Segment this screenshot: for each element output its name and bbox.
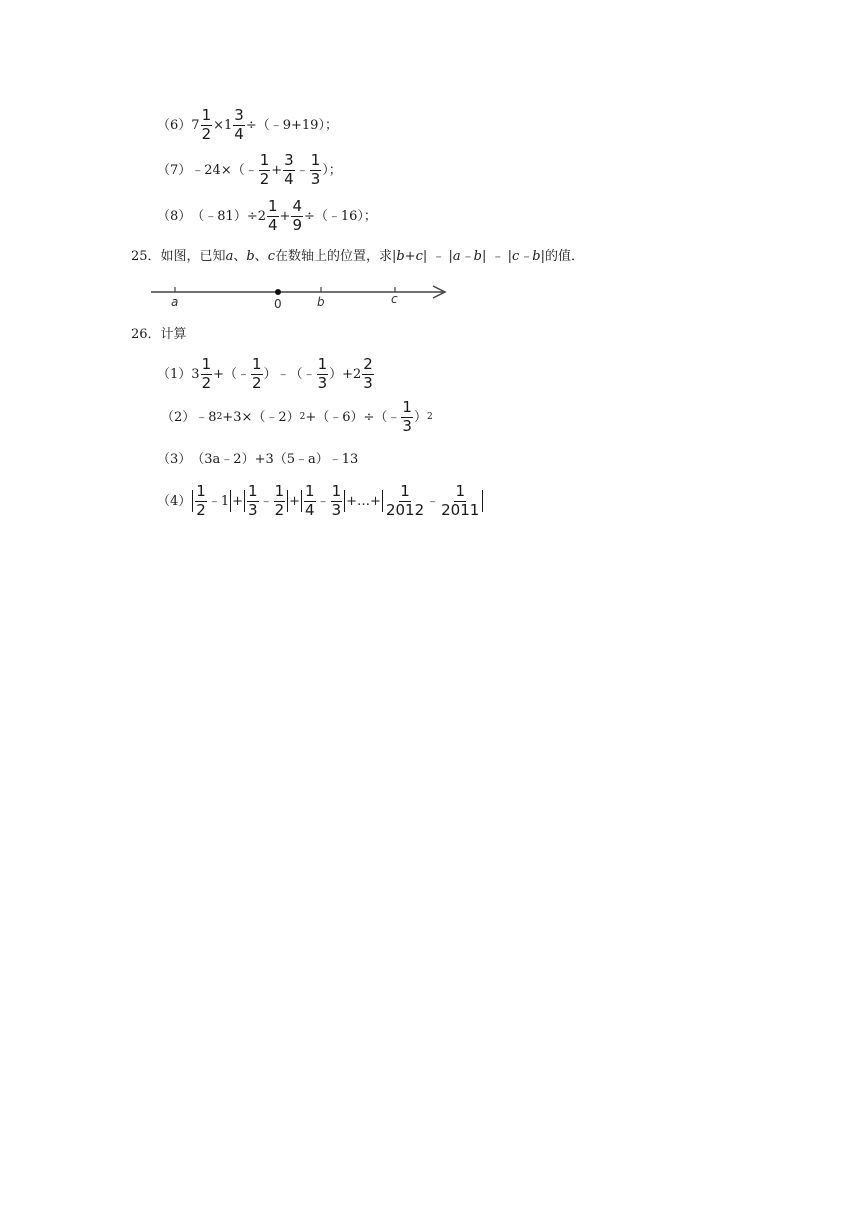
fraction: $\frac{3}{4}$ (284, 151, 294, 188)
problem-label: （4） (157, 493, 192, 509)
abs-bar (287, 490, 288, 512)
operator: ﹣ (316, 493, 330, 509)
operator: × (213, 117, 225, 133)
var-c: c (267, 249, 275, 264)
abs-bar (230, 490, 231, 512)
fraction: $\frac{3}{4}$ (234, 106, 244, 143)
problem-26-2 (161, 400, 433, 435)
problem-label: （7） (157, 162, 192, 178)
fraction: $\frac{1}{3}$ (402, 398, 412, 435)
label-c: c (391, 292, 398, 306)
fraction: $\frac{2}{3}$ (363, 355, 373, 392)
label-b: b (317, 295, 325, 309)
whole-number: 1 (224, 117, 233, 133)
separator: 、 (254, 249, 268, 264)
abs-bar (192, 490, 193, 512)
operator: ﹣ (259, 493, 273, 509)
abs-bar (244, 490, 245, 512)
abs-bar (482, 490, 483, 512)
operator: + (279, 208, 291, 224)
var-a: a (225, 249, 234, 264)
expression-text: （﹣81）÷2 (191, 208, 266, 224)
operator: + (232, 493, 244, 509)
problem-label: （3） (157, 452, 192, 467)
operator: ﹣ (426, 493, 440, 509)
exponent: 2 (299, 411, 306, 422)
fraction: $\frac{1}{2}$ (274, 482, 285, 519)
abs-bar (382, 490, 383, 512)
expression-text: ÷（﹣16）； (304, 208, 377, 224)
fraction: $\frac{1}{2012}$ (385, 482, 425, 519)
fraction: $\frac{1}{3}$ (248, 482, 258, 519)
fraction: $\frac{4}{9}$ (292, 197, 302, 234)
fraction: $\frac{1}{2}$ (196, 482, 206, 519)
whole-number: 7 (191, 117, 200, 133)
fraction: $\frac{1}{3}$ (331, 482, 342, 519)
expression-text: ）； (322, 162, 342, 178)
fraction: $\frac{1}{2}$ (201, 106, 212, 143)
expression-text: ﹣1 (207, 493, 230, 509)
label-a: a (171, 295, 179, 309)
problem-26-1 (157, 357, 375, 392)
fraction: $\frac{1}{2011}$ (441, 482, 480, 519)
problem-7 (157, 153, 342, 188)
origin-point (275, 289, 281, 295)
separator: 、 (233, 249, 247, 264)
question-title: 计算 (160, 327, 187, 342)
whole-number: 3 (191, 366, 200, 382)
expression-text: ）﹣（﹣ (263, 366, 316, 382)
expression-text: ﹣24×（﹣ (191, 162, 258, 178)
ellipsis: +…+ (346, 493, 381, 509)
operator: ﹣ (295, 162, 309, 178)
problem-label: （1） (157, 366, 192, 382)
fraction: $\frac{1}{3}$ (317, 355, 328, 392)
fraction: $\frac{1}{4}$ (305, 482, 315, 519)
fraction: $\frac{1}{2}$ (252, 355, 262, 392)
problem-label: （6） (157, 117, 192, 133)
abs-bar (301, 490, 302, 512)
problem-8 (157, 199, 377, 234)
expression-text: +（﹣6）÷（﹣ (305, 409, 401, 425)
exponent: 2 (426, 411, 433, 422)
expression-text: ）+2 (329, 366, 362, 382)
problem-6 (157, 108, 338, 143)
question-text: 在数轴上的位置，求| (274, 249, 397, 264)
absolute-value-expression: b+c| ﹣ |a﹣b| ﹣ |c﹣b| (396, 249, 545, 264)
fraction: $\frac{1}{3}$ (310, 151, 321, 188)
fraction: $\frac{1}{2}$ (259, 151, 270, 188)
problem-label: （8） (157, 208, 192, 224)
exponent: 2 (216, 411, 223, 422)
question-text: 如图，已知 (160, 249, 226, 264)
problem-26-3 (157, 453, 358, 466)
expression-text: ） (413, 409, 427, 425)
question-number: 25． (131, 249, 161, 264)
problem-label: （2） (161, 409, 196, 425)
expression-text: （3a﹣2）+3（5﹣a）﹣13 (191, 452, 359, 467)
question-text: 的值． (544, 249, 584, 264)
expression-text: ÷（﹣9+19）； (245, 117, 338, 133)
fraction: $\frac{1}{2}$ (201, 355, 212, 392)
question-25 (131, 250, 584, 263)
problem-26-4 (157, 484, 484, 519)
expression-text: +（﹣ (213, 366, 251, 382)
label-zero: 0 (274, 297, 282, 311)
expression-text: ﹣8 (195, 409, 217, 425)
number-line (147, 281, 457, 313)
fraction: $\frac{1}{4}$ (268, 197, 278, 234)
var-b: b (246, 249, 255, 264)
question-26 (131, 328, 187, 341)
expression-text: +3×（﹣2） (222, 409, 300, 425)
operator: + (271, 162, 283, 178)
abs-bar (344, 490, 345, 512)
operator: + (289, 493, 301, 509)
question-number: 26． (131, 327, 161, 342)
